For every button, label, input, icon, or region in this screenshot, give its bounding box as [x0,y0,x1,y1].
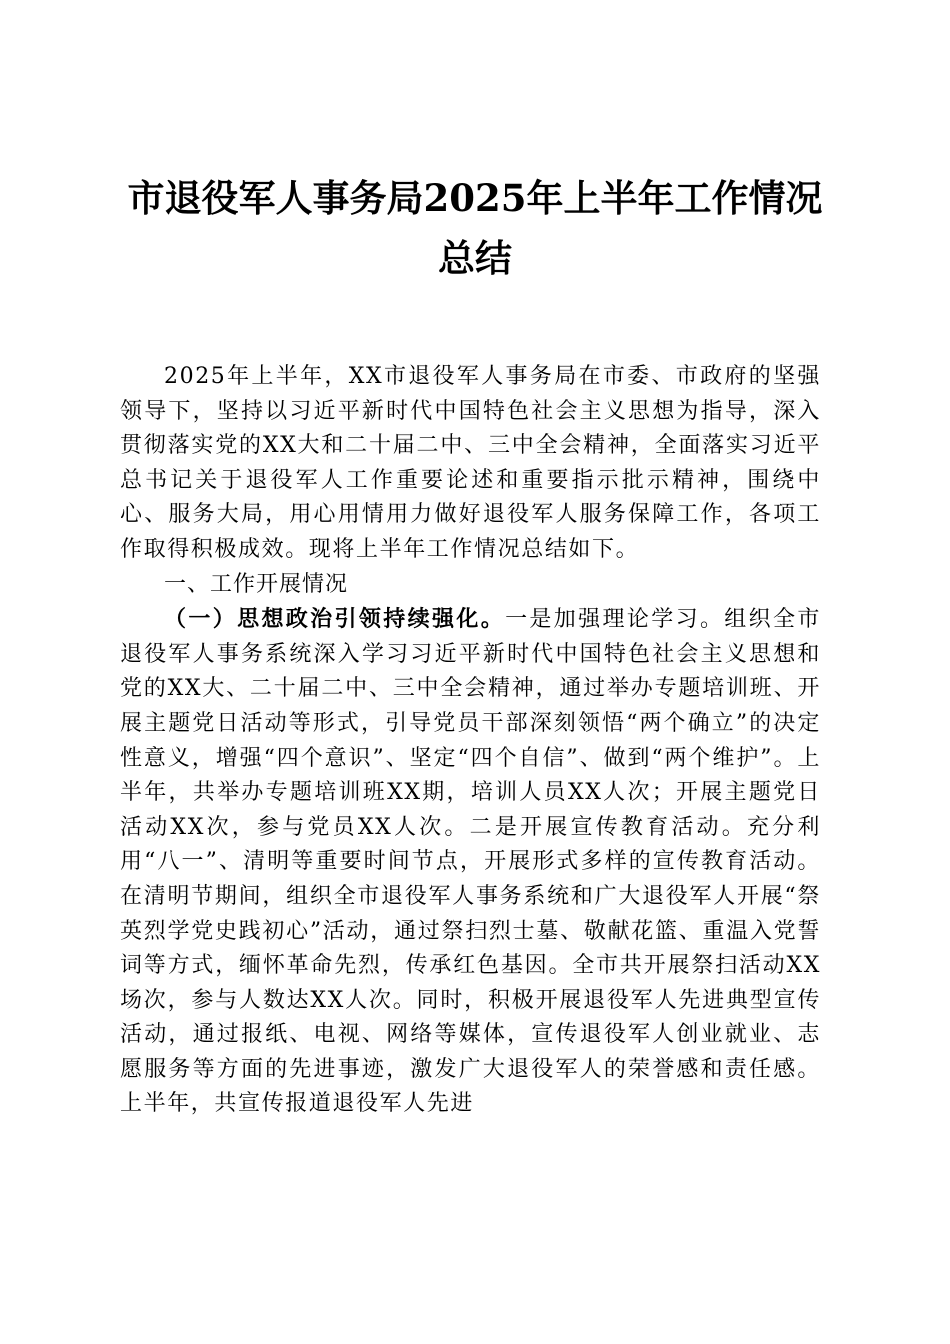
section-heading: 一、工作开展情况 [164,571,349,597]
intro-paragraph: 2025年上半年，XX市退役军人事务局在市委、市政府的坚强领导下，坚持以习近平新时代中国特色社会主义思想为指导，深入贯彻落实党的XX大和二十届二中、三中全会精神，全面落实习近平总书记关于退役军人工作重要论述和重要指示批示精神，围绕中心、服务大局，用心用情用力做好退役军人服务保障工作，各项工作取得积极成效。现将上半年工作情况总结如下。 [120,364,821,562]
document-title: 市退役军人事务局2025年上半年工作情况总结 [127,176,823,280]
document-body [120,360,821,1122]
subsection-title: （一）思想政治引领持续强化。 [164,606,506,633]
subsection-paragraph [120,602,821,1122]
subsection-body: 一是加强理论学习。组织全市退役军人事务系统深入学习习近平新时代中国特色社会主义思想和党的XX大、二十届二中、三中全会精神，通过举办专题培训班、开展主题党日活动等形式，引导党员干部深刻领悟“两个确立”的决定性意义，增强“四个意识”、坚定“四个自信”、做到“两个维护”。上半年，共举办专题培训班XX期，培训人员XX人次；开展主题党日活动XX次，参与党员XX人次。二是开展宣传教育活动。充分利用“八一”、清明等重要时间节点，开展形式多样的宣传教育活动。在清明节期间，组织全市退役军人事务系统和广大退役军人开展“祭英烈学党史践初心”活动，通过祭扫烈士墓、敬献花篮、重温入党誓词等方式，缅怀革命先烈，传承红色基因。全市共开展祭扫活动XX场次，参与人数达XX人次。同时，积极开展退役军人先进典型宣传活动，通过报纸、电视、网络等媒体，宣传退役军人创业就业、志愿服务等方面的先进事迹，激发广大退役军人的荣誉感和责任感。上半年，共宣传报道退役军人先进 [120,607,821,1117]
